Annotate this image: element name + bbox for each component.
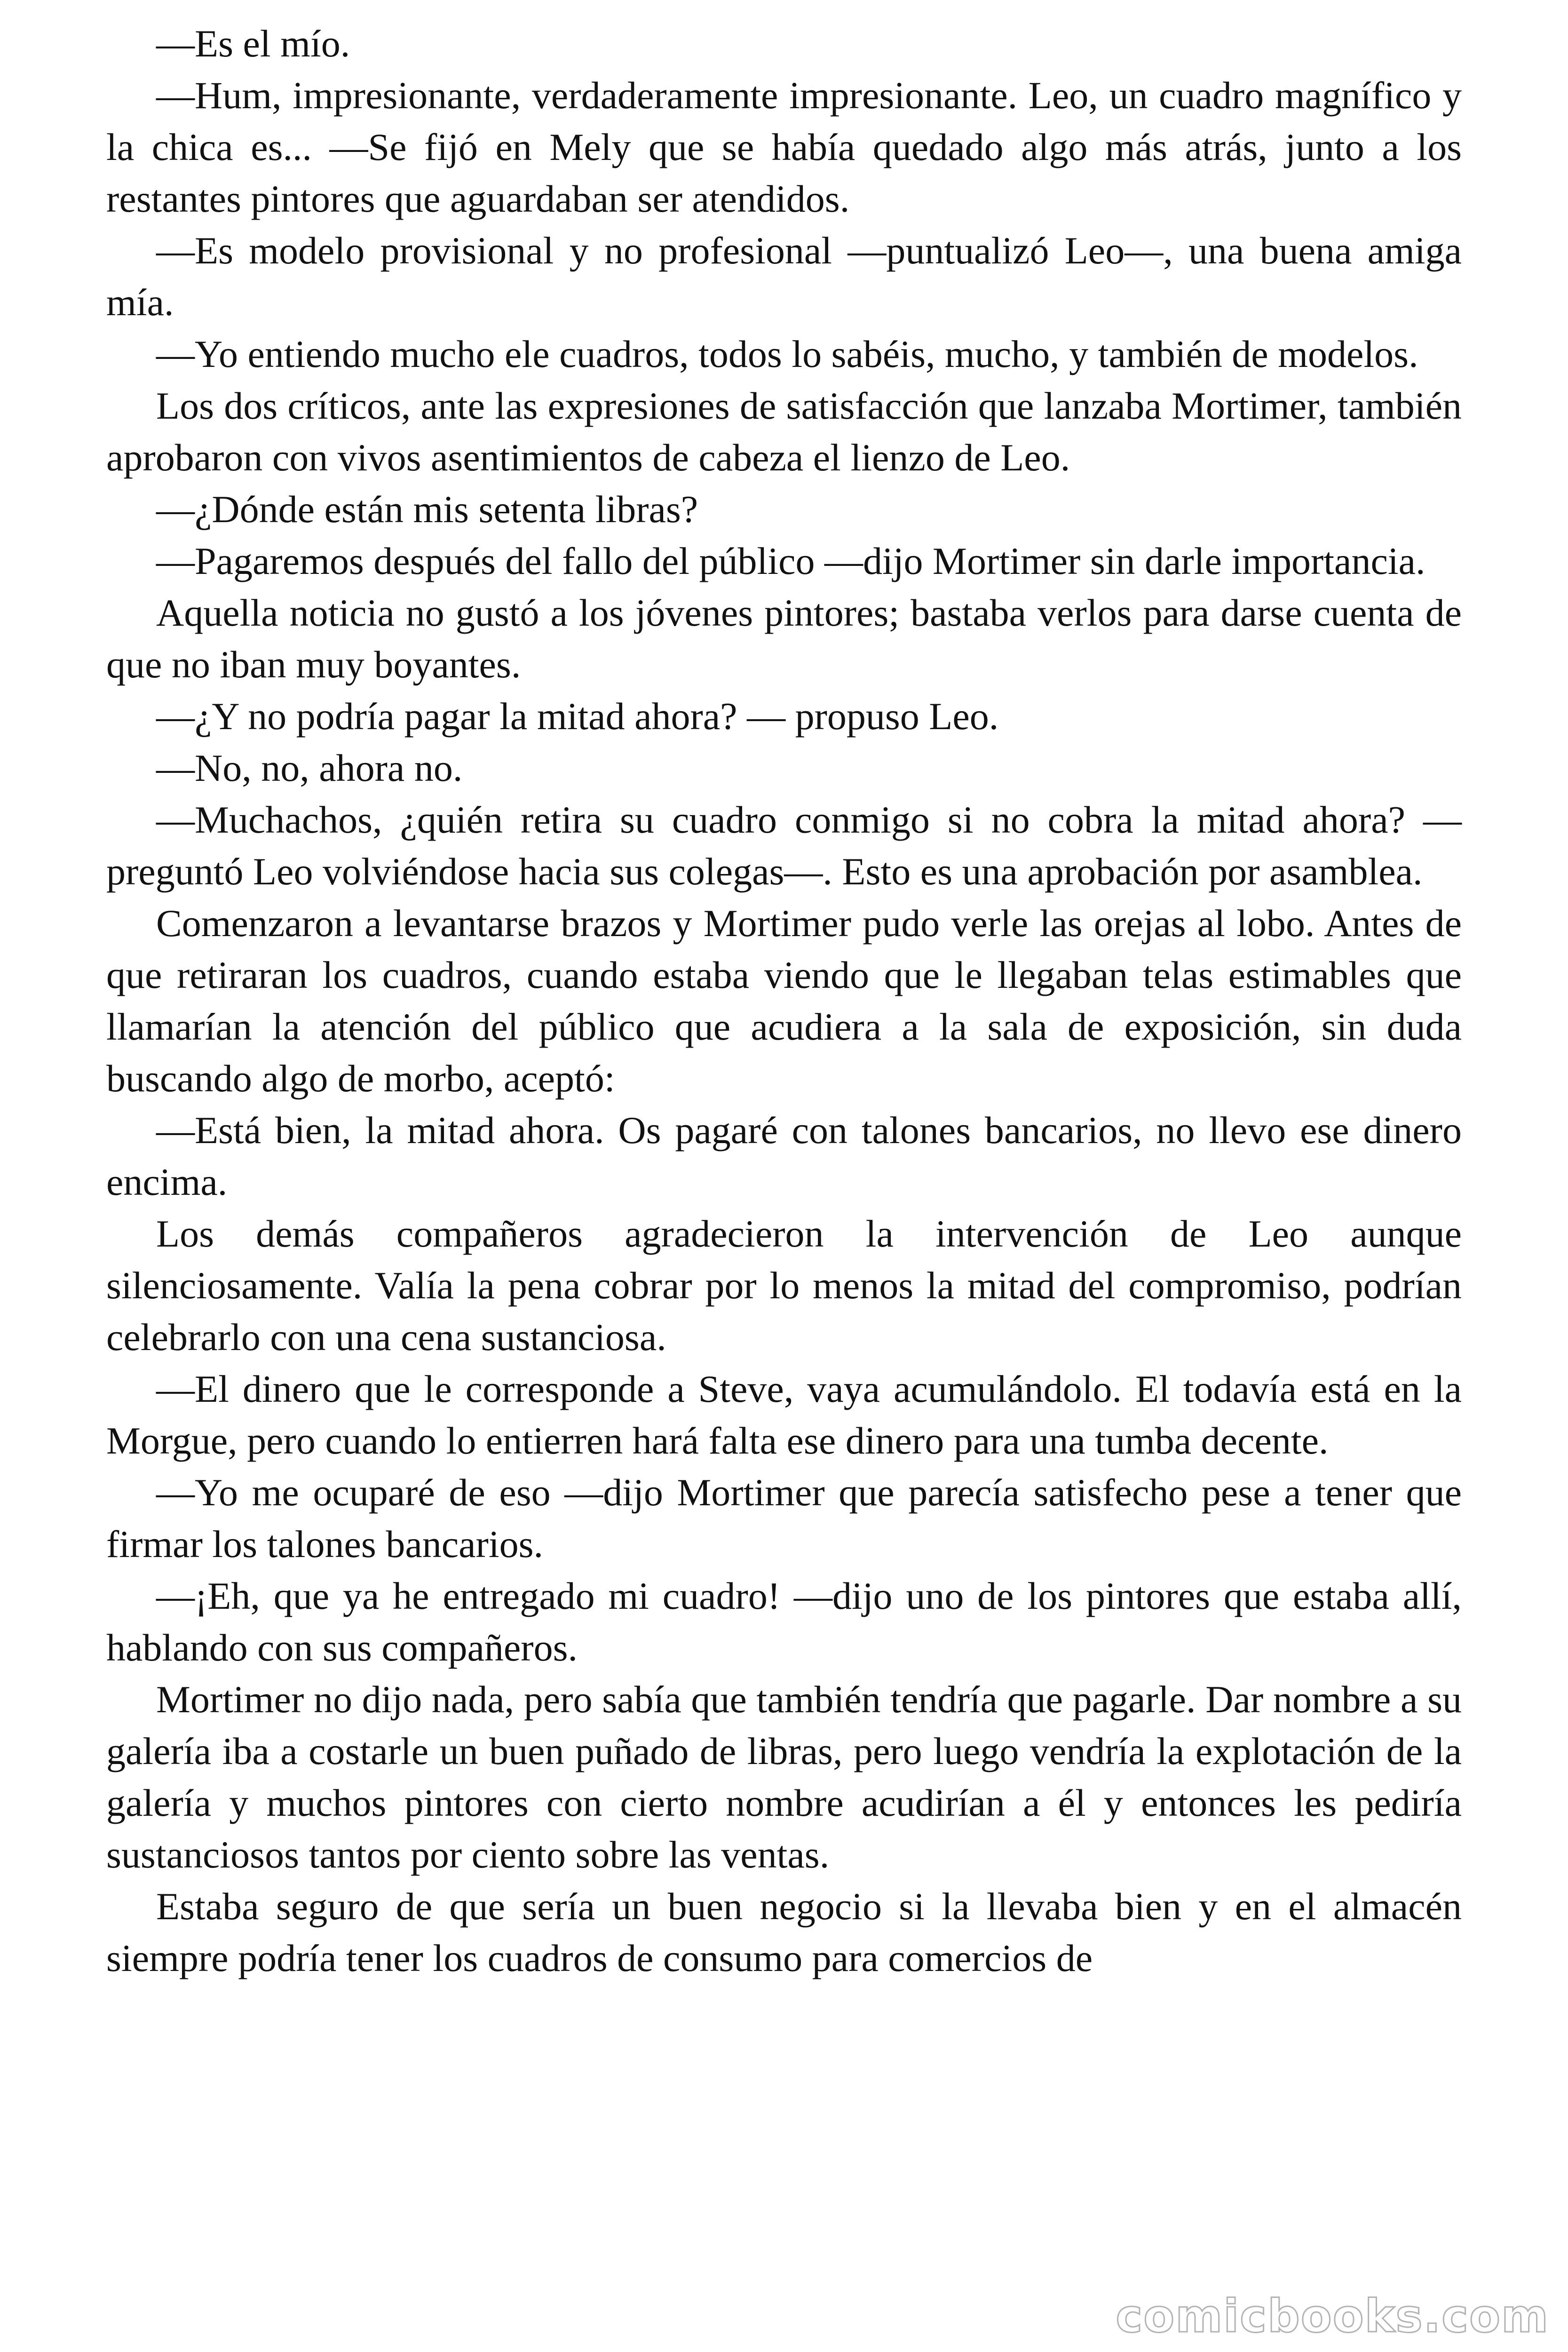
- paragraph: —Está bien, la mitad ahora. Os pagaré con talones bancarios, no llevo ese dinero encima.: [106, 1109, 1462, 1203]
- paragraph: —Yo entiendo mucho ele cuadros, todos lo sabéis, mucho, y también de modelos.: [156, 333, 1418, 375]
- paragraph: —Hum, impresionante, verdaderamente impresionante. Leo, un cuadro magnífico y la chica es... —Se fijó en Mely que se había quedado algo más atrás, junto a los restantes pintores que aguardaban ser atendidos.: [106, 74, 1462, 220]
- paragraph: —¿Y no podría pagar la mitad ahora? — propuso Leo.: [156, 695, 999, 738]
- paragraph: —El dinero que le corresponde a Steve, vaya acumulándolo. El todavía está en la Morgue, pero cuando lo entierren hará falta ese dinero para una tumba decente.: [106, 1367, 1462, 1462]
- paragraph: —Es el mío.: [156, 22, 350, 65]
- paragraph: —Yo me ocuparé de eso —dijo Mortimer que parecía satisfecho pese a tener que firmar los talones bancarios.: [106, 1471, 1462, 1565]
- paragraph: —No, no, ahora no.: [156, 747, 463, 789]
- paragraph: —Pagaremos después del fallo del público —dijo Mortimer sin darle importancia.: [156, 540, 1425, 582]
- paragraph: Comenzaron a levantarse brazos y Mortimer pudo verle las orejas al lobo. Antes de que retiraran los cuadros, cuando estaba viendo que le llegaban telas estimables que llamarían la atención del público que acudiera a la sala de exposición, sin duda buscando algo de morbo, aceptó:: [106, 902, 1462, 1100]
- paragraph: Mortimer no dijo nada, pero sabía que también tendría que pagarle. Dar nombre a su galería iba a costarle un buen puñado de libras, pero luego vendría la explotación de la galería y muchos pintores con cierto nombre acudirían a él y entonces les pediría sustanciosos tantos por ciento sobre las ventas.: [106, 1678, 1462, 1876]
- paragraph: —Es modelo provisional y no profesional —puntualizó Leo—, una buena amiga mía.: [106, 229, 1462, 324]
- body-text: [106, 18, 1462, 1984]
- paragraph: —¿Dónde están mis setenta libras?: [156, 488, 698, 531]
- paragraph: —¡Eh, que ya he entregado mi cuadro! —dijo uno de los pintores que estaba allí, hablando con sus compañeros.: [106, 1574, 1462, 1669]
- paragraph: Los dos críticos, ante las expresiones de satisfacción que lanzaba Mortimer, también aprobaron con vivos asentimientos de cabeza el lienzo de Leo.: [106, 384, 1462, 479]
- paragraph: Estaba seguro de que sería un buen negocio si la llevaba bien y en el almacén siempre podría tener los cuadros de consumo para comercios de: [106, 1885, 1462, 1979]
- watermark: comicbooks.com: [1116, 2290, 1549, 2343]
- paragraph: —Muchachos, ¿quién retira su cuadro conmigo si no cobra la mitad ahora? —preguntó Leo volviéndose hacia sus colegas—. Esto es una aprobación por asamblea.: [106, 798, 1462, 893]
- paragraph: Aquella noticia no gustó a los jóvenes pintores; bastaba verlos para darse cuenta de que no iban muy boyantes.: [106, 591, 1462, 686]
- paragraph: Los demás compañeros agradecieron la intervención de Leo aunque silenciosamente. Valía la pena cobrar por lo menos la mitad del compromiso, podrían celebrarlo con una cena sustanciosa.: [106, 1212, 1462, 1359]
